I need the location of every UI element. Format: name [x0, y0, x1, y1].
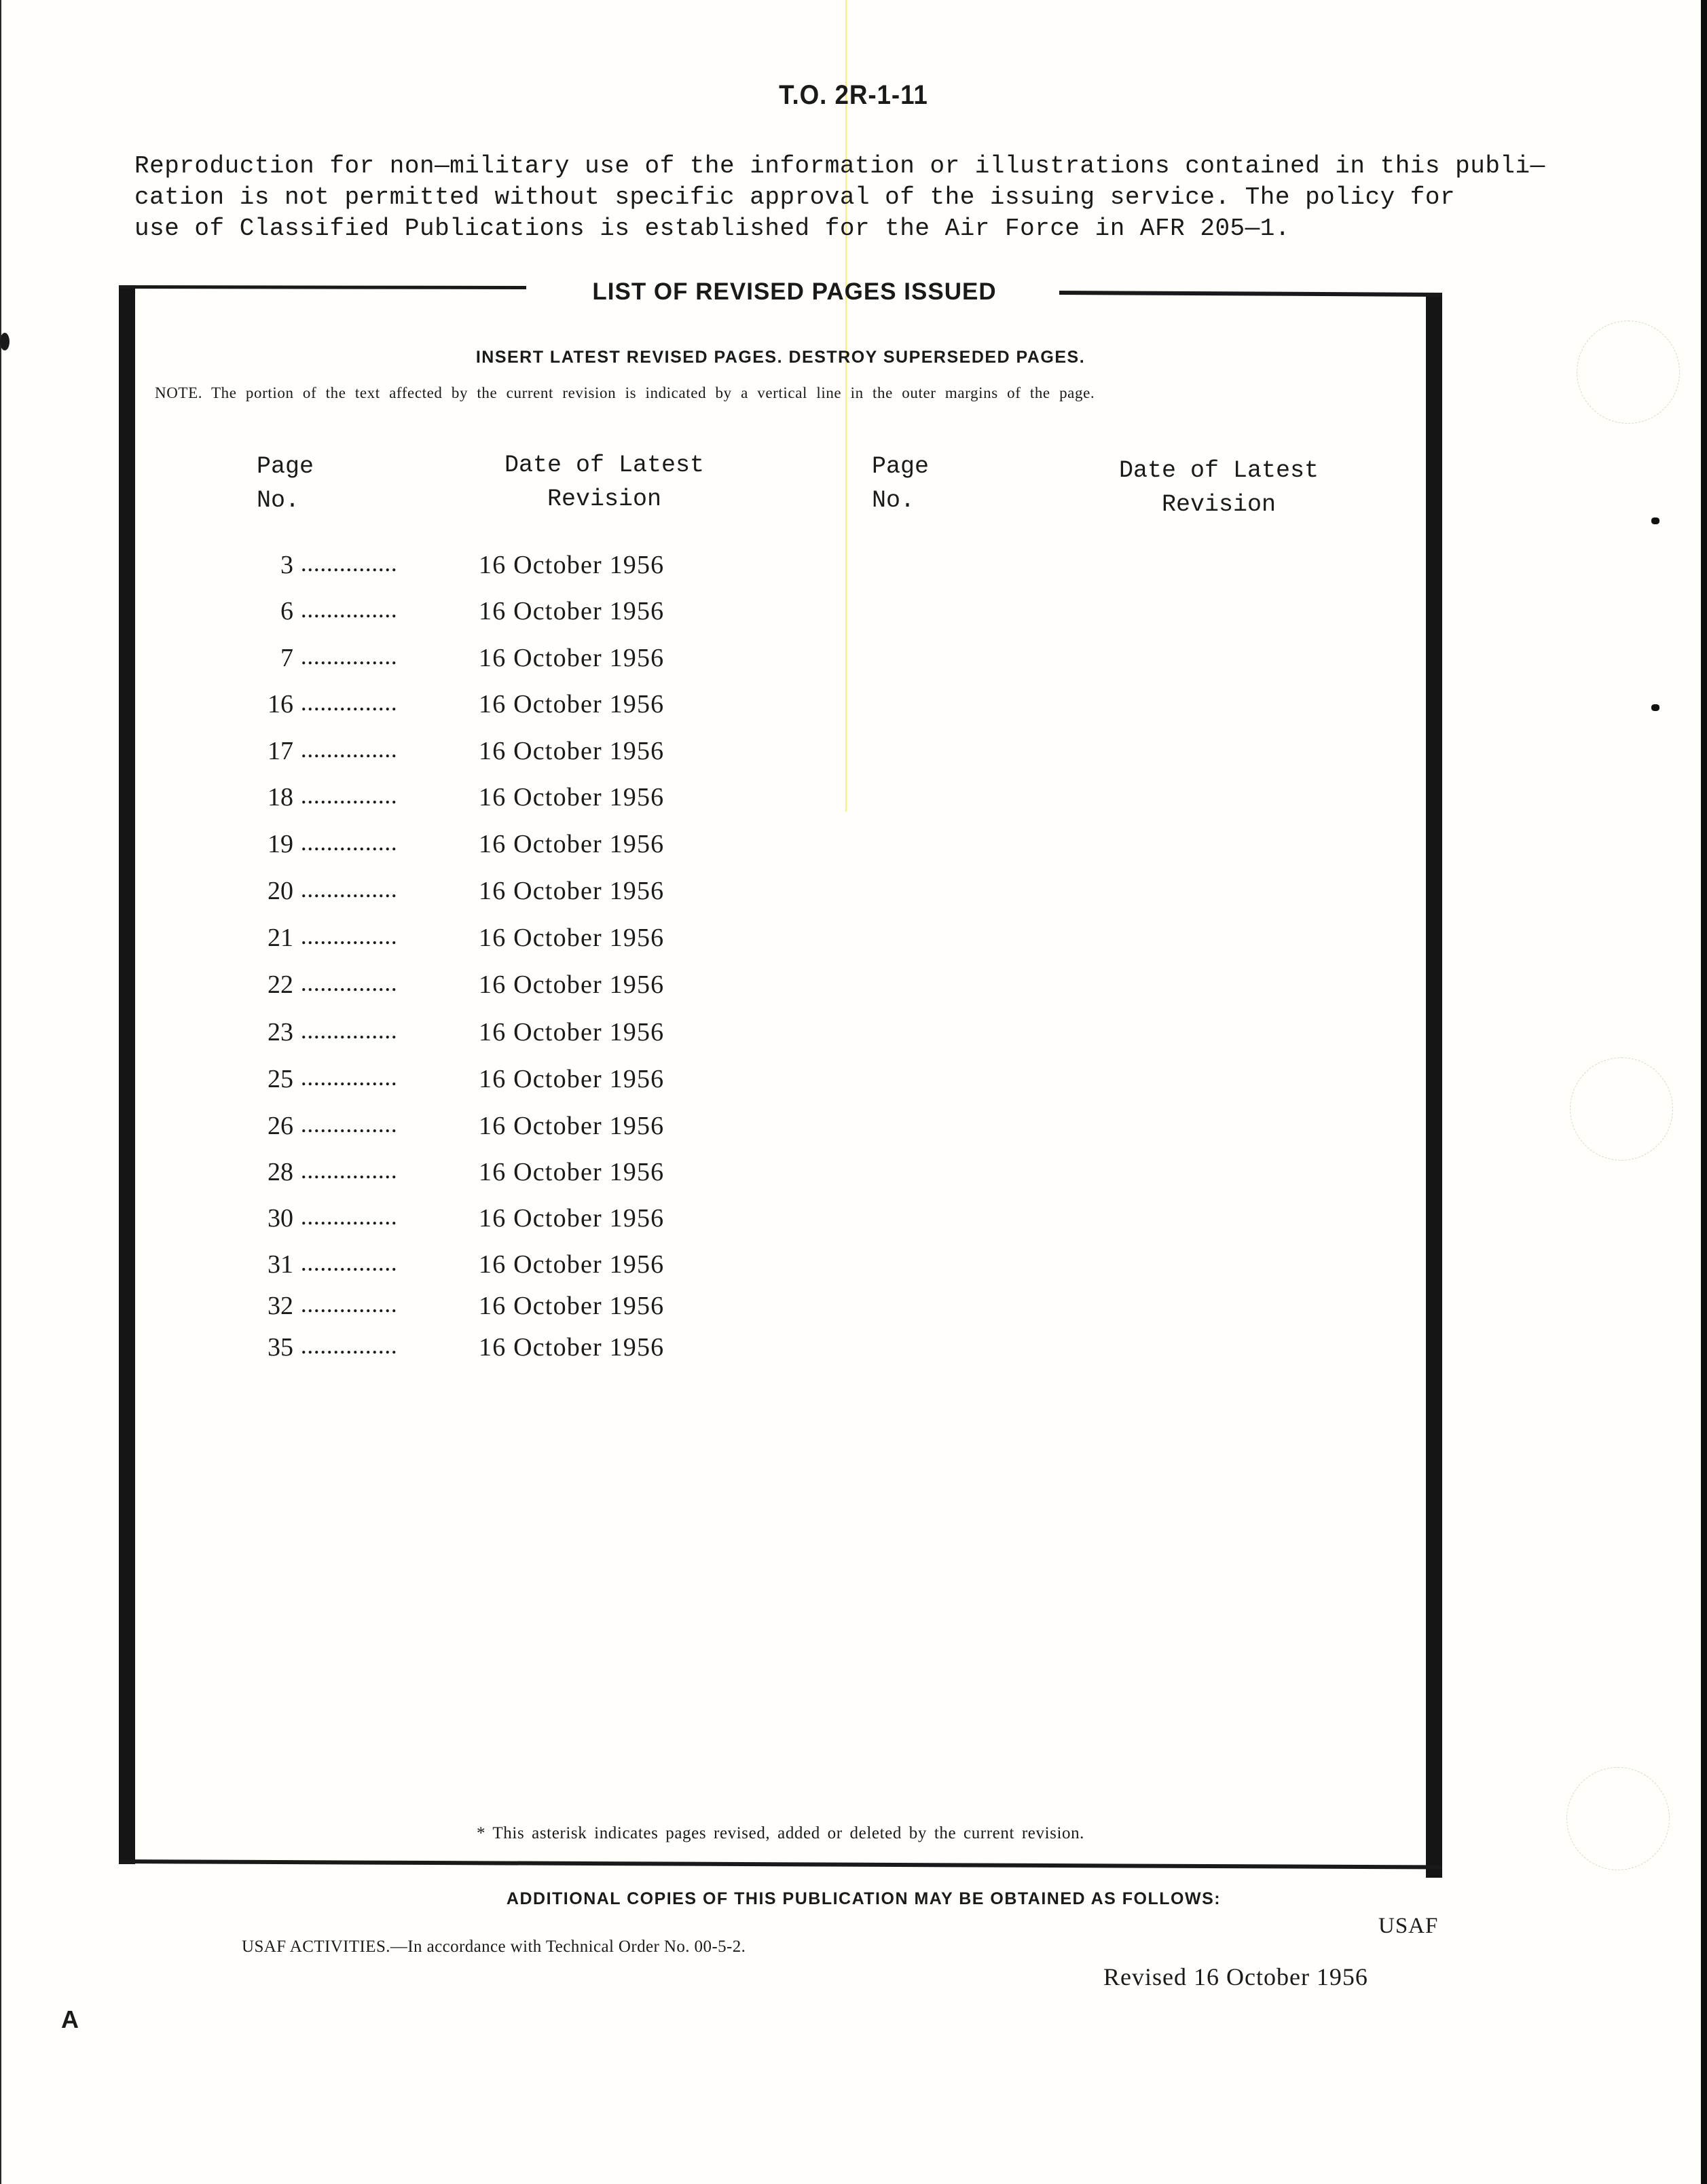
binding-mark	[0, 333, 10, 350]
page-marker: A	[61, 2005, 79, 2033]
box-border-top-right	[1059, 291, 1442, 297]
document-number: T.O. 2R-1-11	[779, 80, 928, 110]
box-border-right	[1426, 293, 1442, 1878]
right-date-header: Date of Latest Revision	[1118, 457, 1319, 518]
list-item: 22 ............... 16 October 1956	[268, 970, 665, 999]
revised-date: Revised 16 October 1956	[1103, 1963, 1368, 1990]
list-item: 35 ............... 16 October 1956	[268, 1333, 665, 1362]
box-border-bottom	[119, 1859, 1442, 1870]
list-item: 7 ............... 16 October 1956	[280, 644, 665, 672]
list-item: 28 ............... 16 October 1956	[268, 1158, 665, 1186]
list-item: 31 ............... 16 October 1956	[268, 1250, 665, 1279]
list-item: 19 ............... 16 October 1956	[268, 830, 665, 858]
additional-copies-heading: ADDITIONAL COPIES OF THIS PUBLICATION MAY BE OBTAINED AS FOLLOWS:	[506, 1889, 1222, 1908]
list-item: 17 ............... 16 October 1956	[268, 737, 665, 765]
list-item: 3 ............... 16 October 1956	[280, 551, 665, 579]
punch-hole-top	[1577, 321, 1680, 424]
list-item: 26 ............... 16 October 1956	[268, 1112, 665, 1140]
asterisk-note: * This asterisk indicates pages revised, added or deleted by the current revision.	[476, 1824, 1085, 1842]
notice-line: use of Classified Publications is established for the Air Force in AFR 205—1.	[134, 215, 1290, 242]
list-item: 32 ............... 16 October 1956	[268, 1292, 665, 1320]
punch-hole-bottom	[1566, 1767, 1670, 1870]
box-border-top-left	[119, 285, 526, 289]
list-item: 23 ............... 16 October 1956	[268, 1018, 665, 1046]
scan-artifact-line	[845, 0, 847, 812]
list-item: 20 ............... 16 October 1956	[268, 877, 665, 905]
left-page-no-header: Page No.	[257, 453, 314, 514]
revised-pages-title: LIST OF REVISED PAGES ISSUED	[592, 278, 997, 305]
margin-speck	[1651, 517, 1659, 524]
margin-speck	[1651, 704, 1659, 711]
left-date-header: Date of Latest Revision	[504, 452, 705, 513]
scan-edge-right	[1701, 0, 1707, 2184]
revision-note: NOTE. The portion of the text affected by the current revision is indicated by a vertical line in the outer margins of the page.	[155, 384, 1095, 401]
list-item: 21 ............... 16 October 1956	[268, 924, 665, 952]
list-item: 18 ............... 16 October 1956	[268, 783, 665, 812]
notice-line: cation is not permitted without specific approval of the issuing service. The policy for	[134, 183, 1456, 211]
right-page-no-header: Page No.	[872, 453, 930, 514]
usaf-activities-text: USAF ACTIVITIES.—In accordance with Technical Order No. 00-5-2.	[242, 1937, 746, 1956]
box-border-left	[119, 285, 135, 1864]
agency-label: USAF	[1378, 1914, 1439, 1938]
reproduction-notice	[134, 151, 1545, 244]
list-item: 30 ............... 16 October 1956	[268, 1204, 665, 1233]
list-item: 16 ............... 16 October 1956	[268, 690, 665, 718]
punch-hole-middle	[1570, 1057, 1673, 1161]
revised-pages-instruction: INSERT LATEST REVISED PAGES. DESTROY SUPERSEDED PAGES.	[475, 348, 1086, 367]
list-item: 6 ............... 16 October 1956	[280, 597, 665, 625]
scan-edge-left	[0, 0, 1, 2184]
notice-line: Reproduction for non—military use of the information or illustrations contained in this publi—	[134, 152, 1545, 180]
list-item: 25 ............... 16 October 1956	[268, 1065, 665, 1093]
